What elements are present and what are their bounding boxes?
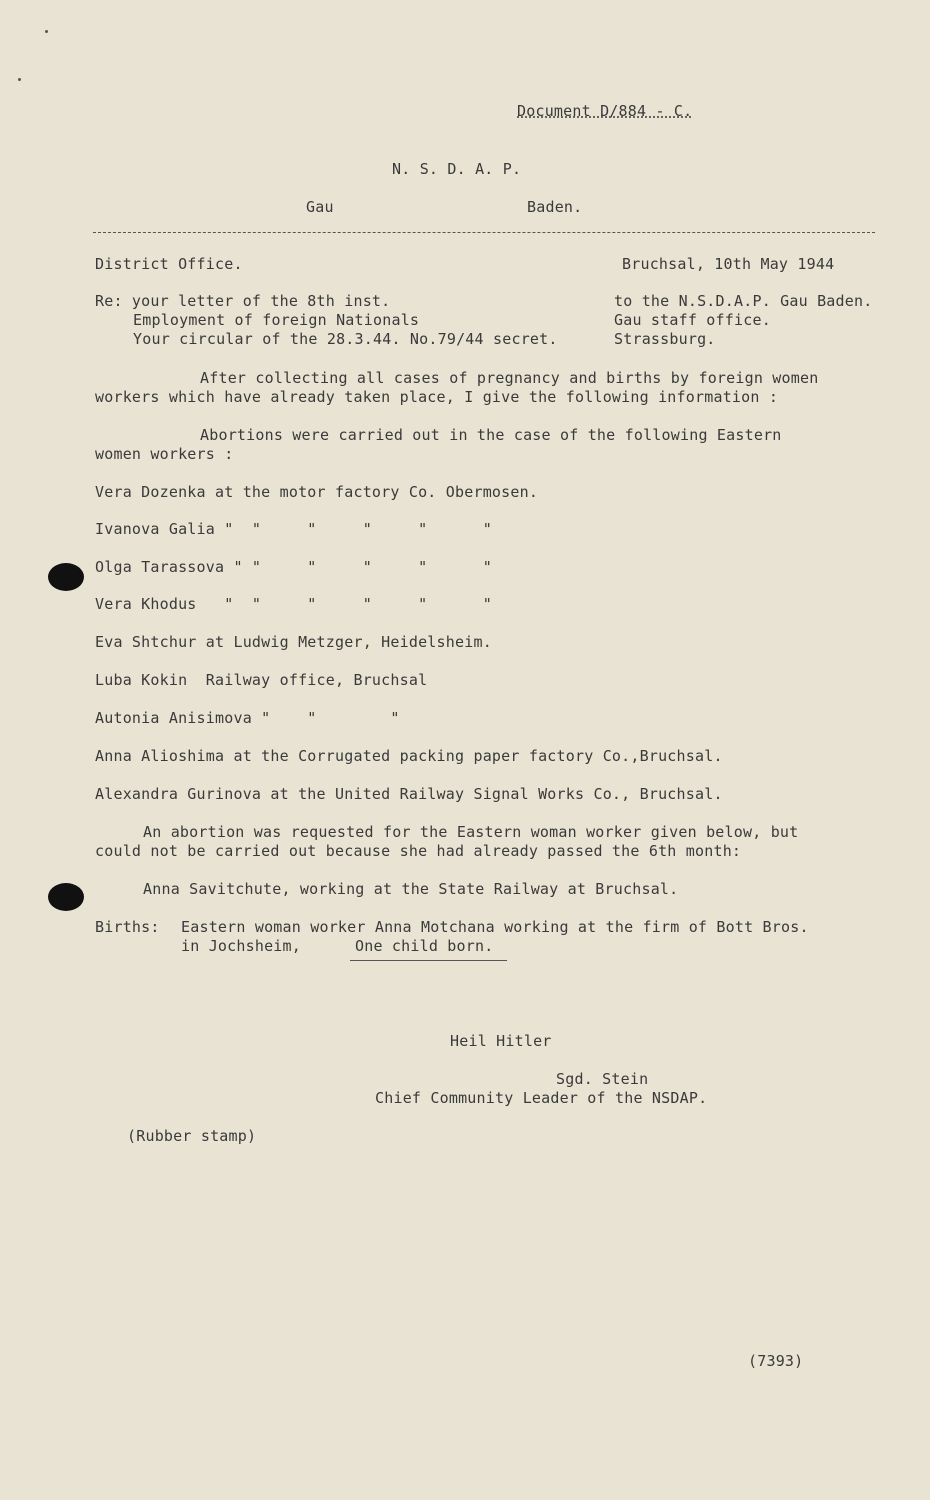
punch-hole	[48, 883, 84, 911]
party-heading: N. S. D. A. P.	[392, 160, 522, 178]
para2-line-2: women workers :	[95, 445, 234, 463]
births-line-2: in Jochsheim,	[181, 937, 301, 955]
list-item: Vera Dozenka at the motor factory Co. Obermosen.	[95, 483, 539, 501]
rubber-stamp-note: (Rubber stamp)	[127, 1127, 257, 1145]
child-underline	[350, 960, 507, 961]
births-child: One child born.	[355, 937, 494, 955]
punch-hole	[48, 563, 84, 591]
list-item: Ivanova Galia " " " " " "	[95, 520, 492, 538]
closing: Heil Hitler	[450, 1032, 552, 1050]
header-divider	[93, 232, 875, 233]
list-item: Vera Khodus " " " " " "	[95, 595, 492, 613]
births-line-1: Eastern woman worker Anna Motchana working at the firm of Bott Bros.	[181, 918, 809, 936]
list-item: Eva Shtchur at Ludwig Metzger, Heidelsheim.	[95, 633, 492, 651]
list-item: Anna Alioshima at the Corrugated packing paper factory Co.,Bruchsal.	[95, 747, 723, 765]
births-label: Births:	[95, 918, 160, 936]
para3-line-1: An abortion was requested for the Eastern woman worker given below, but	[143, 823, 799, 841]
speck-mark	[45, 30, 48, 33]
office-name: District Office.	[95, 255, 243, 273]
list-item: Autonia Anisimova " " "	[95, 709, 400, 727]
letter-date: Bruchsal, 10th May 1944	[622, 255, 835, 273]
signature: Sgd. Stein	[556, 1070, 649, 1088]
speck-mark	[18, 78, 21, 81]
re-line-1: Re: your letter of the 8th inst.	[95, 292, 391, 310]
savitchute-entry: Anna Savitchute, working at the State Railway at Bruchsal.	[143, 880, 679, 898]
document-reference: Document D/884 - C.	[517, 102, 693, 120]
re-line-2: Employment of foreign Nationals	[133, 311, 420, 329]
signature-title: Chief Community Leader of the NSDAP.	[375, 1089, 708, 1107]
addressee-line-3: Strassburg.	[614, 330, 716, 348]
list-item: Luba Kokin Railway office, Bruchsal	[95, 671, 428, 689]
para1-line-2: workers which have already taken place, I give the following information :	[95, 388, 779, 406]
list-item: Olga Tarassova " " " " " "	[95, 558, 492, 576]
re-line-3: Your circular of the 28.3.44. No.79/44 secret.	[133, 330, 558, 348]
gau-name: Baden.	[527, 198, 583, 216]
addressee-line-2: Gau staff office.	[614, 311, 771, 329]
page-number: (7393)	[748, 1352, 804, 1370]
gau-label: Gau	[306, 198, 334, 216]
para2-line-1: Abortions were carried out in the case of the following Eastern	[200, 426, 782, 444]
list-item: Alexandra Gurinova at the United Railway Signal Works Co., Bruchsal.	[95, 785, 723, 803]
para1-line-1: After collecting all cases of pregnancy and births by foreign women	[200, 369, 819, 387]
para3-line-2: could not be carried out because she had already passed the 6th month:	[95, 842, 742, 860]
addressee-line-1: to the N.S.D.A.P. Gau Baden.	[614, 292, 873, 310]
